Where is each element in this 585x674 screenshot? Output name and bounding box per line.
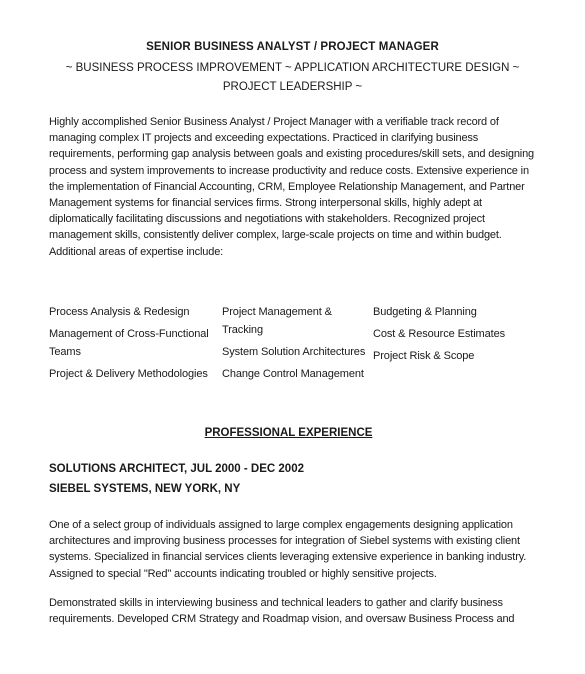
section-heading-experience: PROFESSIONAL EXPERIENCE xyxy=(204,427,373,439)
summary-paragraph: Highly accomplished Senior Business Analyst / Project Manager with a verifiable track record of managing complex IT projects and exceeding expectations. Practiced in clarifying business requirements, performing gap analysis between goals and existing procedures/skill sets, and designing process and system improvements to increase productivity and reduce costs. Extensive experience in the implementation of Financial Accounting, CRM, Employee Relationship Management, and Partner Management systems for financial services firms. Strong interpersonal skills, highly adept at diplomatically facilitating discussions and negotiations with stakeholders. Recognized project management skills, consistently deliver complex, large-scale projects on time and within budget. Additional areas of expertise include: xyxy=(49,116,535,258)
job-title: SOLUTIONS ARCHITECT, JUL 2000 - DEC 2002 xyxy=(49,463,304,475)
skill-item: Project Management & Tracking xyxy=(222,306,332,336)
skill-item: System Solution Architectures xyxy=(222,345,366,358)
job-description-paragraph: One of a select group of individuals assigned to large complex engagements designing application architectures and improving business processes for integration of Siebel systems with existing client systems. Specialized in financial services clients leveraging extensive experience in banking industry. Assigned to special "Red" accounts indicating troubled or highly sensitive projects. xyxy=(49,519,527,580)
job-description-paragraph: Demonstrated skills in interviewing business and technical leaders to gather and clarify business requirements. Developed CRM Strategy and Roadmap vision, and oversaw Business Process and xyxy=(49,597,515,626)
resume-subtitle: ~ BUSINESS PROCESS IMPROVEMENT ~ APPLICATION ARCHITECTURE DESIGN ~ PROJECT LEADERSHIP ~ xyxy=(65,62,520,93)
resume-title: SENIOR BUSINESS ANALYST / PROJECT MANAGER xyxy=(146,41,439,53)
job-company: SIEBEL SYSTEMS, NEW YORK, NY xyxy=(49,483,241,495)
skills-column-1 xyxy=(49,304,219,388)
skill-item: Management of Cross-Functional Teams xyxy=(49,328,209,358)
skill-item: Project Risk & Scope xyxy=(373,350,475,362)
skills-column-3 xyxy=(373,304,543,370)
skill-item: Cost & Resource Estimates xyxy=(373,328,505,340)
skills-column-2 xyxy=(222,304,372,388)
skill-item: Change Control Management xyxy=(222,367,364,380)
skill-item: Process Analysis & Redesign xyxy=(49,306,190,318)
skill-item: Project & Delivery Methodologies xyxy=(49,367,208,380)
skill-item: Budgeting & Planning xyxy=(373,306,477,318)
